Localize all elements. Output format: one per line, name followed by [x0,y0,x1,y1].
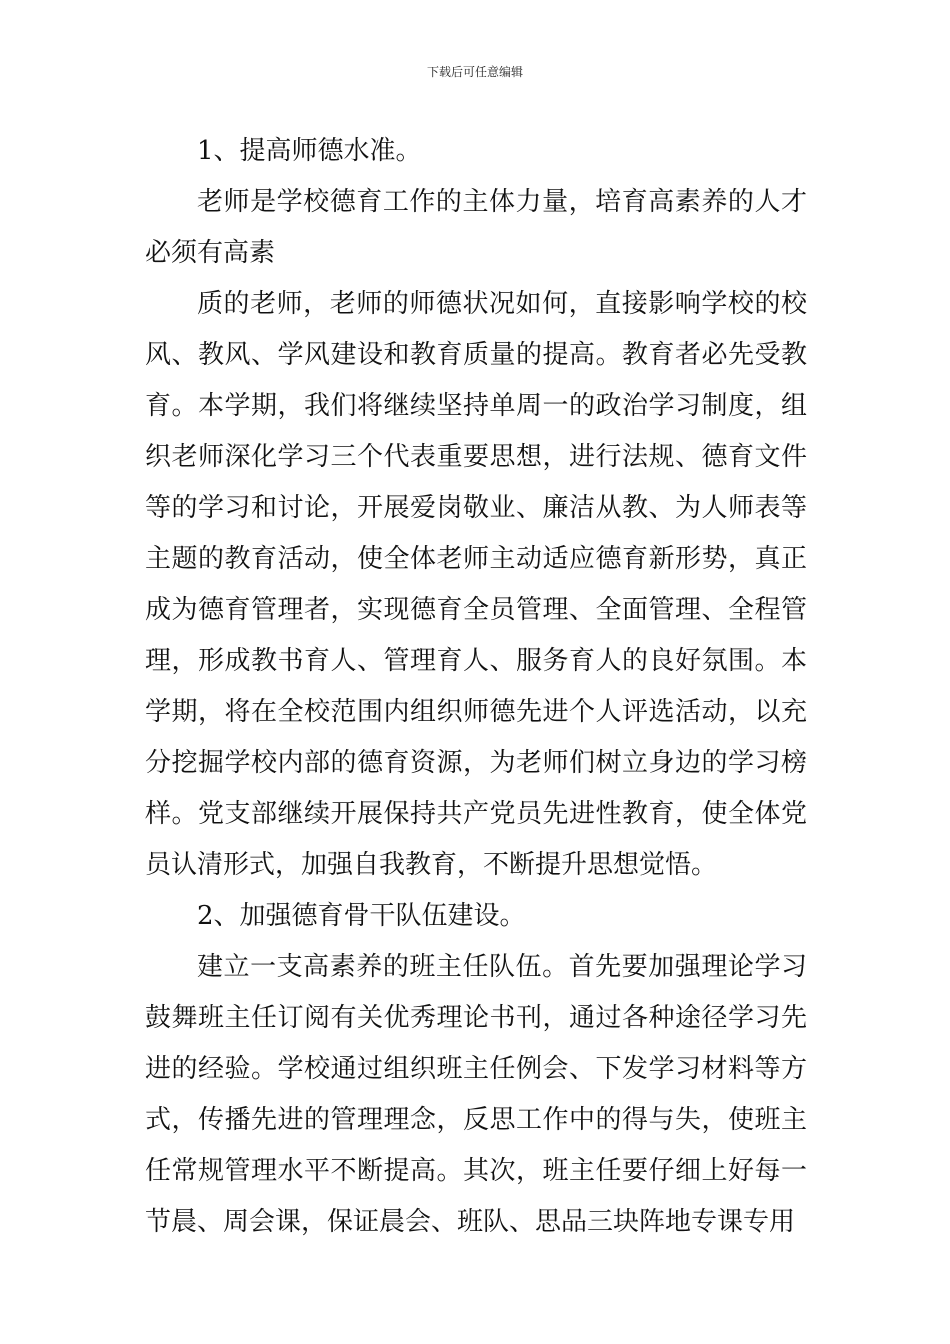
section-heading-2: 2、加强德育骨干队伍建设。 [197,901,526,931]
body-paragraph: 建立一支高素养的班主任队伍。首先要加强理论学习鼓舞班主任订阅有关优秀理论书刊，通过各种途径学习先进的经验。学校通过组织班主任例会、下发学习材料等方式，传播先进的管理理念，反思工作中的得与失，使班主任常规管理水平不断提高。其次，班主任要仔细上好每一节晨、周会课，保证晨会、班队、思品三块阵地专课专用 [145,952,807,1237]
body-paragraph: 老师是学校德育工作的主体力量，培育高素养的人才必须有高素 [145,187,807,268]
section-heading-1: 1、提高师德水准。 [197,136,422,166]
page-header: 下载后可任意编辑 [426,65,523,79]
body-paragraph: 质的老师，老师的师德状况如何，直接影响学校的校风、教风、学风建设和教育质量的提高。教育者必先受教育。本学期，我们将继续坚持单周一的政治学习制度，组织老师深化学习三个代表重要思想，进行法规、德育文件等的学习和讨论，开展爱岗敬业、廉洁从教、为人师表等主题的教育活动，使全体老师主动适应德育新形势，真正成为德育管理者，实现德育全员管理、全面管理、全程管理，形成教书育人、管理育人、服务育人的良好氛围。本学期，将在全校范围内组织师德先进个人评选活动，以充分挖掘学校内部的德育资源，为老师们树立身边的学习榜样。党支部继续开展保持共产党员先进性教育，使全体党员认清形式，加强自我教育，不断提升思想觉悟。 [145,289,807,880]
document-body [145,126,807,1248]
